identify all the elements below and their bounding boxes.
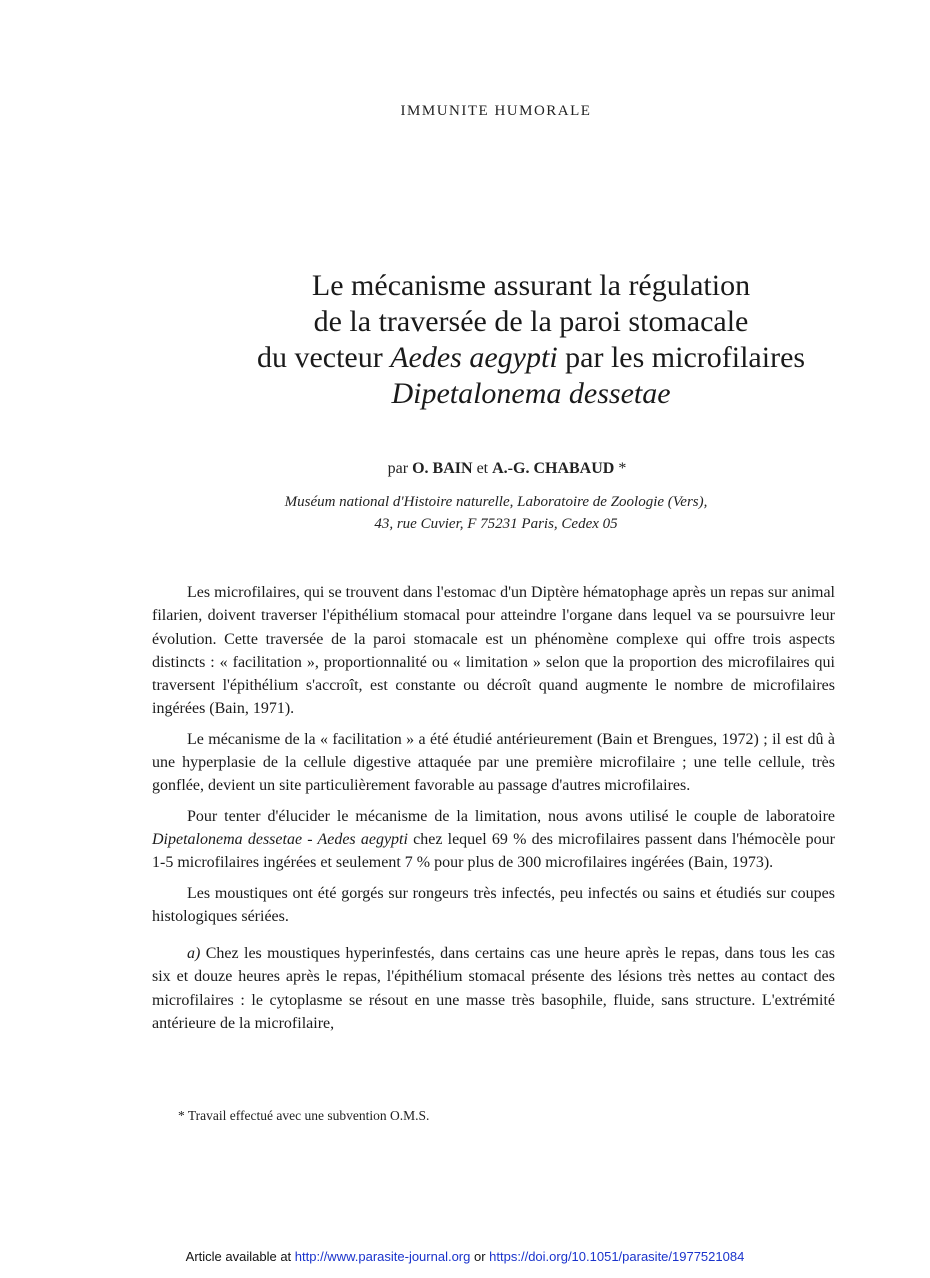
paragraph-3-post: chez lequel 69 % des microfilaires passent dans l'hémocèle pour 1-5 microfilaires ingérées et seulement 7 % pour plus de 300 microfilaires ingérées (Bain, 1973). — [152, 830, 835, 872]
title-species-vector: Aedes aegypti — [390, 341, 558, 374]
affiliation-line-2: 43, rue Cuvier, F 75231 Paris, Cedex 05 — [374, 516, 618, 532]
paragraph-3-pre: Pour tenter d'élucider le mécanisme de la limitation, nous avons utilisé le couple de laboratoire — [187, 807, 835, 825]
body-text — [152, 581, 835, 1042]
doi-link[interactable]: https://doi.org/10.1051/parasite/1977521084 — [489, 1249, 745, 1264]
paragraph-4: Les moustiques ont été gorgés sur rongeurs très infectés, peu infectés ou sains et étudiés sur coupes histologiques sériées. — [152, 884, 835, 925]
paragraph-2: Le mécanisme de la « facilitation » a été étudié antérieurement (Bain et Brengues, 1972) ; il est dû à une hyperplasie de la cellule digestive attaquée par une première microfilaire ; une telle cellule, très gonflée, devient un site particulièrement favorable au passage d'autres microfilaires. — [152, 730, 835, 795]
title-line-3 — [0, 340, 930, 376]
author-2: A.-G. CHABAUD — [492, 460, 615, 477]
journal-link[interactable]: http://www.parasite-journal.org — [294, 1249, 471, 1264]
title-line-1: Le mécanisme assurant la régulation — [311, 269, 751, 302]
authors-et: et — [472, 460, 493, 477]
author-1: O. BAIN — [412, 460, 473, 477]
title-line-3-pre: du vecteur — [256, 341, 391, 374]
title-line-4 — [0, 376, 930, 412]
article-source-line — [0, 1249, 930, 1264]
footnote: * Travail effectué avec une subvention O.M.S. — [178, 1108, 430, 1123]
source-middle: or — [470, 1249, 490, 1264]
paragraph-5-text: Chez les moustiques hyperinfestés, dans certains cas une heure après le repas, dans tous les cas six et douze heures après le repas, l'épithélium stomacal présente des lésions très nettes au contact des microfilaires : le cytoplasme se résout en une masse très basophile, fluide, sans structure. L'extrémité antérieure de la microfilaire, — [152, 945, 835, 1033]
authors-par: par — [387, 460, 413, 477]
footnote-marker: * — [614, 460, 627, 477]
author-line — [0, 460, 930, 478]
paragraph-3 — [152, 805, 835, 875]
section-heading: IMMUNITE HUMORALE — [400, 103, 592, 119]
source-prefix: Article available at — [185, 1249, 295, 1264]
paragraph-1: Les microfilaires, qui se trouvent dans l'estomac d'un Diptère hématophage après un repas sur animal filarien, doivent traverser l'épithélium stomacal pour atteindre l'organe dans lequel va se poursuivre leur évolution. Cette traversée de la paroi stomacale est un phénomène complexe qui offre trois aspects distincts : « facilitation », proportionnalité ou « limitation » selon que la proportion des microfilaires qui traversent l'épithélium s'accroît, est constante ou décroît quand augmente le nombre de microfilaires ingérées (Bain, 1971). — [152, 584, 835, 718]
article-title — [0, 268, 930, 412]
title-line-2: de la traversée de la paroi stomacale — [313, 305, 749, 338]
title-species-parasite: Dipetalonema dessetae — [391, 377, 671, 410]
title-line-3-post: par les microfilaires — [557, 341, 806, 374]
affiliation — [0, 491, 930, 535]
paragraph-3-species: Dipetalonema dessetae - Aedes aegypti — [152, 830, 408, 848]
paragraph-5 — [152, 942, 835, 1035]
affiliation-line-1: Muséum national d'Histoire naturelle, Laboratoire de Zoologie (Vers), — [284, 494, 708, 510]
paragraph-5-marker: a) — [187, 945, 201, 963]
